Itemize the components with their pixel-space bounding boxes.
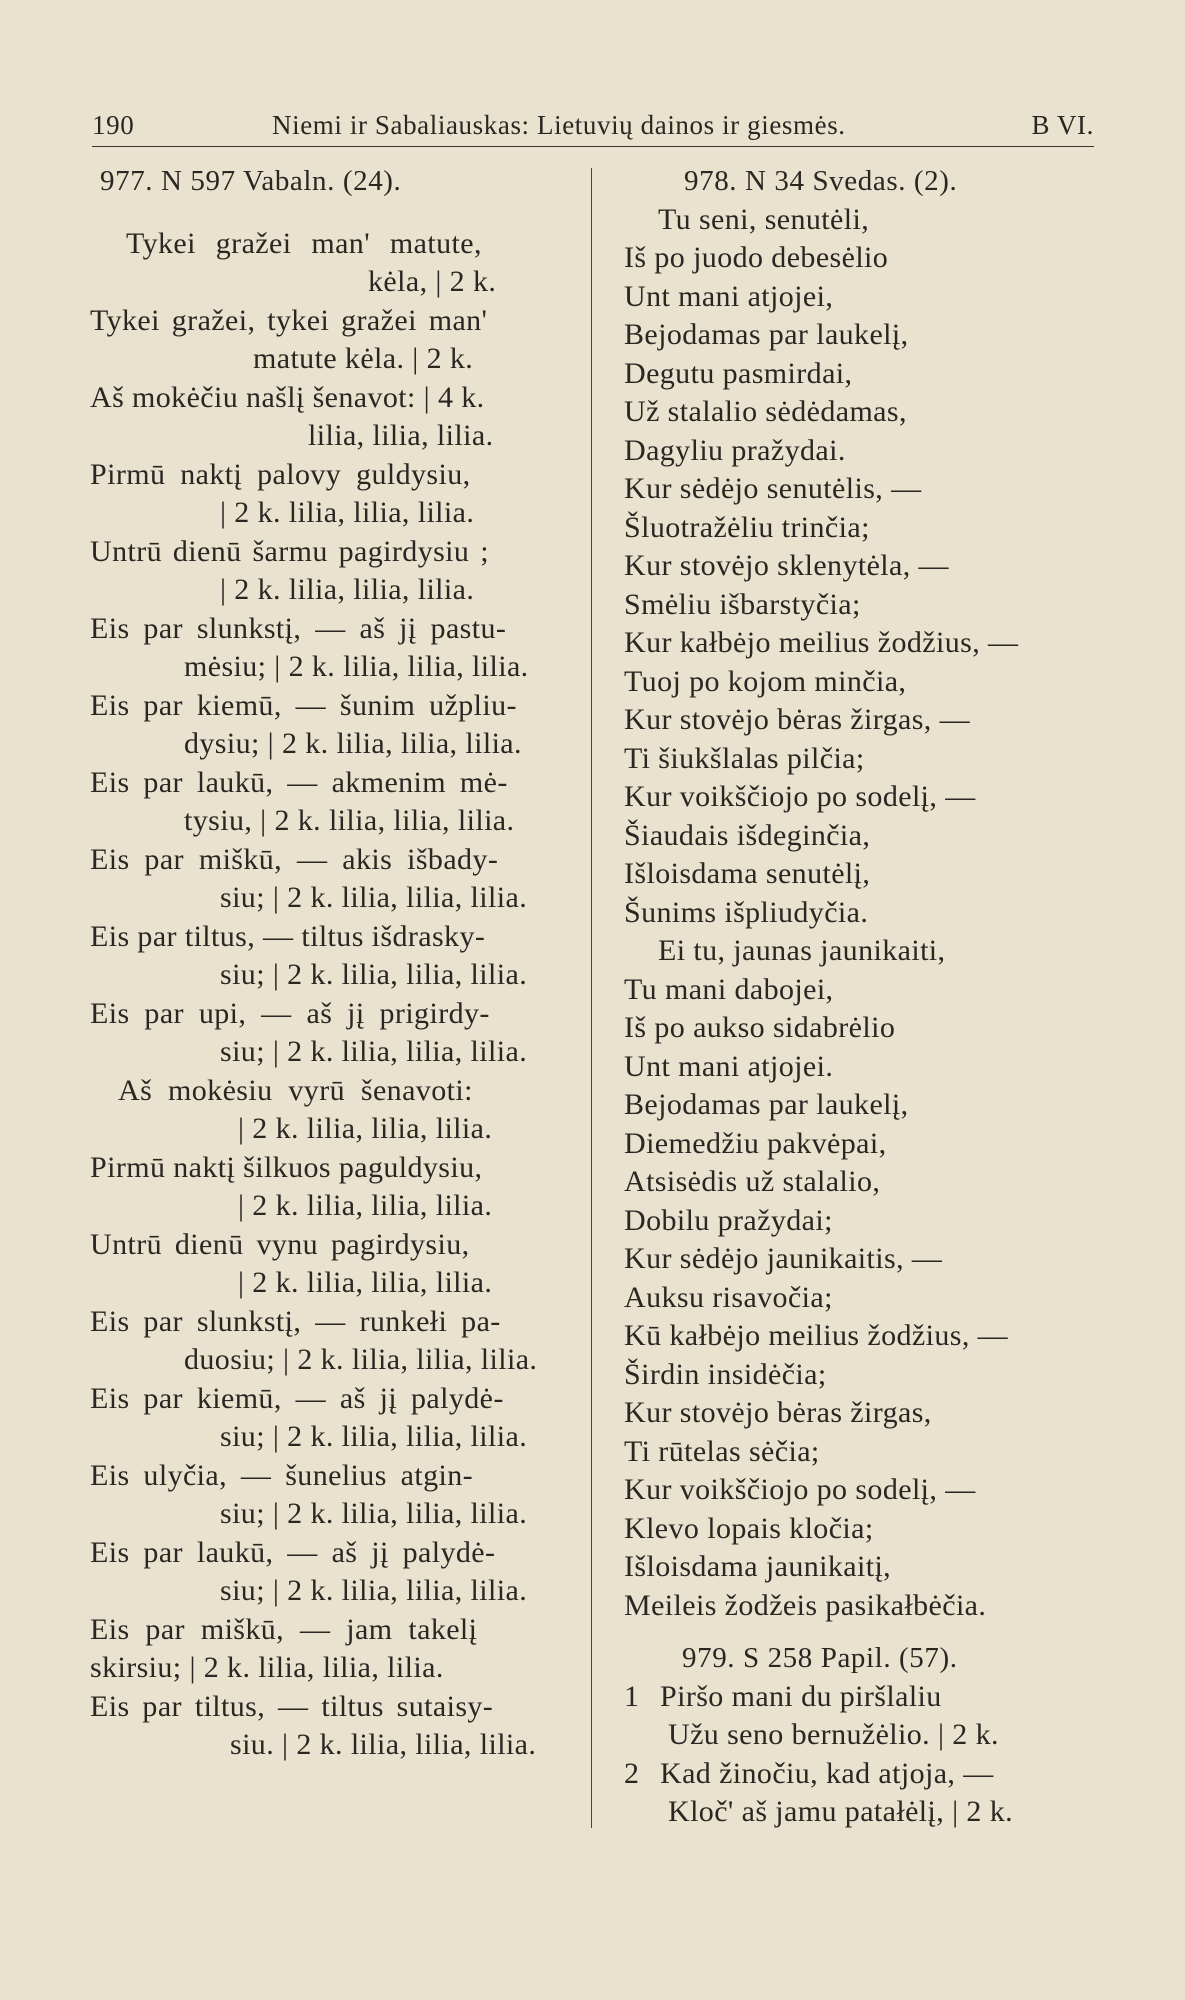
running-title: Niemi ir Sabaliauskas: Lietuvių dainos ir giesmės. xyxy=(272,110,846,140)
verse-line: Eis par tiltus, — tiltus sutaisy- xyxy=(90,1689,494,1723)
verse-line: Bejodamas par laukelį, xyxy=(624,318,909,351)
verse-line: Aš mokėsiu vyrū šenavoti: xyxy=(118,1073,473,1107)
verse-line: duosiu; | 2 k. lilia, lilia, lilia. xyxy=(184,1343,538,1376)
verse-line: siu; | 2 k. lilia, lilia, lilia. xyxy=(220,1420,528,1453)
verse-line: Kur stovėjo sklenytėla, — xyxy=(624,549,949,582)
verse-text: Piršo mani du piršlaliu xyxy=(660,1679,942,1713)
song-heading: 977. N 597 Vabaln. (24). xyxy=(100,165,402,197)
verse-line: Tykei gražei, tykei gražei man' xyxy=(90,303,488,337)
verse-line: siu. | 2 k. lilia, lilia, lilia. xyxy=(230,1728,537,1761)
verse-line: Unt mani atjojei, xyxy=(624,279,834,313)
verse-line: dysiu; | 2 k. lilia, lilia, lilia. xyxy=(184,727,522,760)
verse-line: Širdin insidėčia; xyxy=(624,1357,827,1391)
verse-line: Kū kałbėjo meilius žodžius, — xyxy=(624,1319,1009,1352)
running-header xyxy=(92,106,1094,147)
verse-line: Šunims išpliudyčia. xyxy=(624,895,869,929)
verse-line: Išloisdama senutėlį, xyxy=(624,857,871,890)
verse-line: Kur voikščiojo po sodelį, — xyxy=(624,1473,976,1506)
verse-line: matute kėla. | 2 k. xyxy=(253,342,474,375)
verse-line: | 2 k. lilia, lilia, lilia. xyxy=(238,1189,493,1222)
verse-number: 1 xyxy=(624,1679,640,1713)
verse-text: Kad žinočiu, kad atjoja, — xyxy=(660,1756,994,1790)
verse-line: Kloč' aš jamu patałėlį, | 2 k. xyxy=(668,1795,1013,1828)
spacer xyxy=(90,201,568,225)
verse-line: Untrū dienū vynu pagirdysiu, xyxy=(90,1227,470,1261)
song-heading: 978. N 34 Svedas. (2). xyxy=(684,165,958,197)
verse-line: Užu seno bernužėlio. | 2 k. xyxy=(668,1718,999,1751)
verse-line: Tu seni, senutėli, xyxy=(658,202,870,236)
verse-line: lilia, lilia, lilia. xyxy=(308,419,494,452)
verse-line: Eis par slunkstį, — aš jį pastu- xyxy=(90,611,507,645)
verse-line: Kur stovėjo bėras žirgas, — xyxy=(624,703,971,736)
verse-line: Eis par laukū, — aš jį palydė- xyxy=(90,1535,496,1569)
verse-line: Už stalalio sėdėdamas, xyxy=(624,395,907,428)
verse-line: Eis par kiemū, — šunim užpliu- xyxy=(90,688,517,722)
verse-line: Unt mani atjojei. xyxy=(624,1049,834,1083)
verse-number: 2 xyxy=(624,1756,640,1790)
verse-line: Untrū dienū šarmu pagirdysiu ; xyxy=(90,534,489,568)
verse-line: Kur kałbėjo meilius žodžius, — xyxy=(624,626,1019,659)
verse-line: Klevo lopais kločia; xyxy=(624,1511,874,1545)
verse-line: Eis par kiemū, — aš jį palydė- xyxy=(90,1381,504,1415)
verse-line: tysiu, | 2 k. lilia, lilia, lilia. xyxy=(184,804,515,837)
verse-line: Ti šiukšlalas pilčia; xyxy=(624,741,865,775)
verse-line: Aš mokėčiu našlį šenavot: | 4 k. xyxy=(90,380,485,414)
verse-line: siu; | 2 k. lilia, lilia, lilia. xyxy=(220,1574,528,1607)
verse-line: Kur stovėjo bėras žirgas, xyxy=(624,1396,932,1429)
verse-line: siu; | 2 k. lilia, lilia, lilia. xyxy=(220,1497,528,1530)
verse-line: Degutu pasmirdai, xyxy=(624,356,853,390)
column-rule xyxy=(591,168,592,1828)
verse-line: skirsiu; | 2 k. lilia, lilia, lilia. xyxy=(90,1651,444,1684)
verse-line: siu; | 2 k. lilia, lilia, lilia. xyxy=(220,881,528,914)
verse-line: siu; | 2 k. lilia, lilia, lilia. xyxy=(220,1035,528,1068)
verse-line: Diemedžiu pakvėpai, xyxy=(624,1126,887,1160)
verse-line: Atsisėdis už stalalio, xyxy=(624,1165,881,1198)
verse-line: siu; | 2 k. lilia, lilia, lilia. xyxy=(220,958,528,991)
verse-line: Eis ulyčia, — šunelius atgin- xyxy=(90,1458,474,1492)
verse-line: Tuoj po kojom minčia, xyxy=(624,664,907,698)
verse-line: Tykei gražei man' matute, xyxy=(126,226,482,260)
verse-line: Iš po juodo debesėlio xyxy=(624,241,889,274)
song-heading: 979. S 258 Papil. (57). xyxy=(682,1642,958,1674)
verse-line: | 2 k. lilia, lilia, lilia. xyxy=(238,1266,493,1299)
verse-line: mėsiu; | 2 k. lilia, lilia, lilia. xyxy=(184,650,529,683)
verse-line: Eis par laukū, — akmenim mė- xyxy=(90,765,508,799)
verse-line: kėla, | 2 k. xyxy=(368,265,497,298)
verse-line: Dobilu pražydai; xyxy=(624,1203,833,1237)
verse-line: Kur sėdėjo jaunikaitis, — xyxy=(624,1242,943,1275)
verse-line: Eis par tiltus, — tiltus išdrasky- xyxy=(90,919,486,953)
verse-line: Tu mani dabojei, xyxy=(624,972,834,1006)
page-number: 190 xyxy=(92,110,135,140)
verse-line: Auksu risavočia; xyxy=(624,1280,833,1314)
verse-line: Šiaudais išdeginčia, xyxy=(624,818,871,852)
verse-line xyxy=(624,1755,1094,1794)
verse-line xyxy=(624,1678,1094,1717)
verse-line: Ti rūtelas sėčia; xyxy=(624,1434,820,1468)
right-column xyxy=(624,162,1094,1832)
left-column xyxy=(90,162,568,1765)
section-label: B VI. xyxy=(1031,110,1094,140)
verse-line: Išloisdama jaunikaitį, xyxy=(624,1550,892,1583)
verse-line: Bejodamas par laukelį, xyxy=(624,1088,909,1121)
verse-line: Pirmū naktį šilkuos paguldysiu, xyxy=(90,1150,483,1184)
verse-line: Pirmū naktį palovy guldysiu, xyxy=(90,457,471,491)
verse-line: Iš po aukso sidabrėlio xyxy=(624,1011,896,1044)
verse-line: Dagyliu pražydai. xyxy=(624,433,846,467)
verse-line: | 2 k. lilia, lilia, lilia. xyxy=(220,496,475,529)
verse-line: Eis par upi, — aš jį prigirdy- xyxy=(90,996,490,1030)
verse-line: Eis par slunkstį, — runkełi pa- xyxy=(90,1304,501,1338)
verse-line: | 2 k. lilia, lilia, lilia. xyxy=(238,1112,493,1145)
verse-line: | 2 k. lilia, lilia, lilia. xyxy=(220,573,475,606)
verse-line: Smėliu išbarstyčia; xyxy=(624,587,861,621)
verse-line: Meileis žodžeis pasikałbėčia. xyxy=(624,1588,987,1622)
spacer xyxy=(624,1625,1094,1639)
verse-line: Šluotražėliu trinčia; xyxy=(624,510,870,544)
verse-line: Kur voikščiojo po sodelį, — xyxy=(624,780,976,813)
verse-line: Eis par miškū, — jam takelį xyxy=(90,1612,478,1646)
verse-line: Kur sėdėjo senutėlis, — xyxy=(624,472,922,505)
verse-line: Ei tu, jaunas jaunikaiti, xyxy=(658,934,946,967)
verse-line: Eis par miškū, — akis išbady- xyxy=(90,842,499,876)
